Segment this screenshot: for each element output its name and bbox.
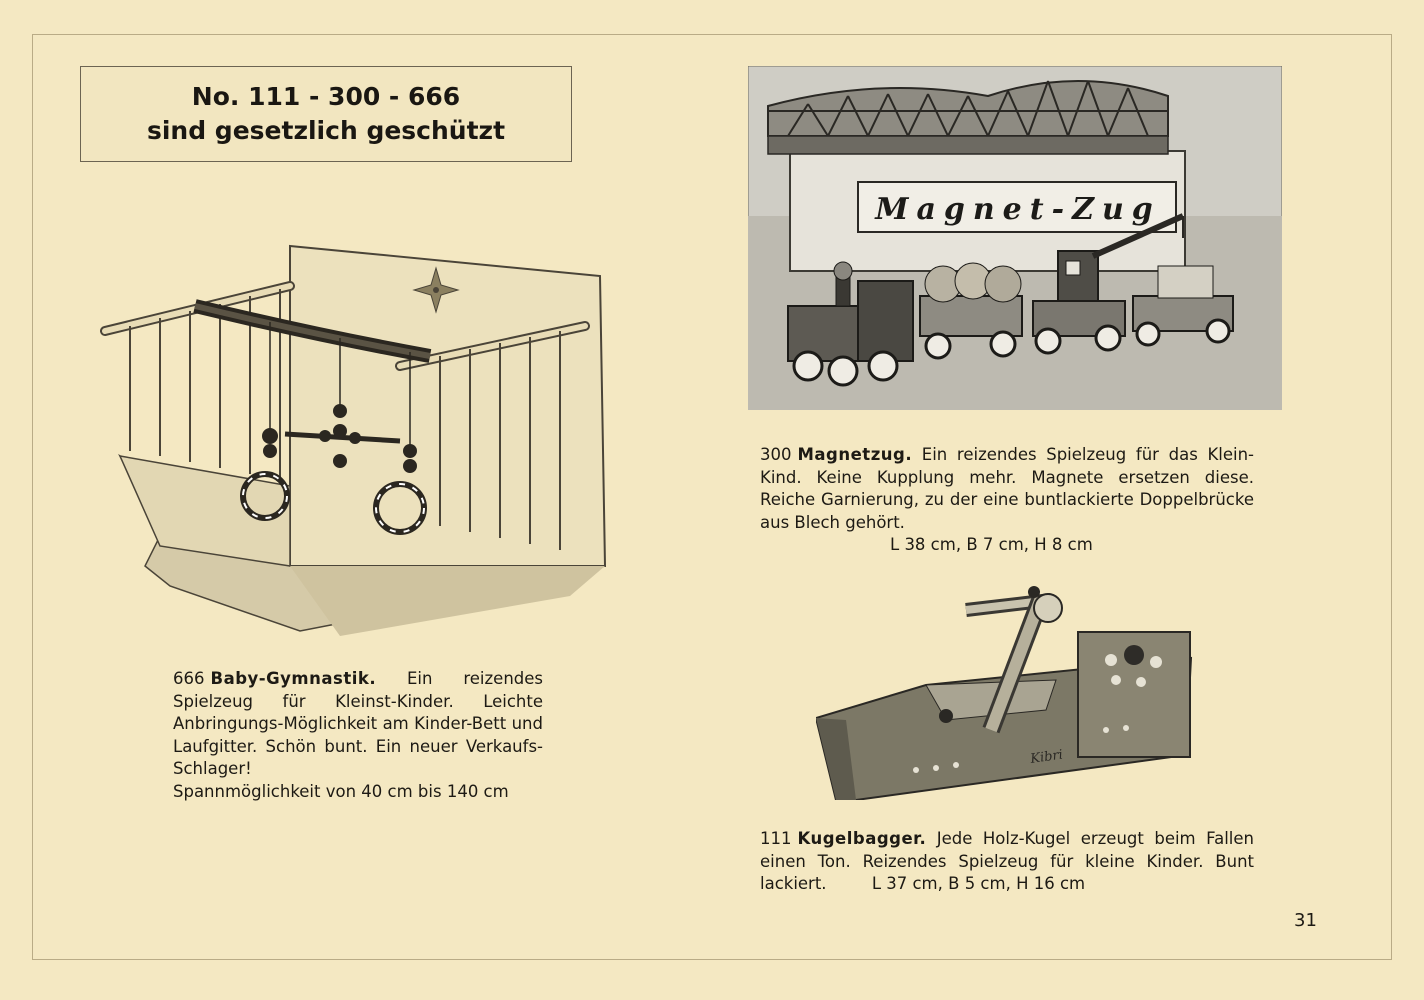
product-111-text — [760, 828, 1254, 896]
product-name: Baby-Gymnastik. — [210, 669, 377, 688]
product-666-text — [173, 668, 543, 803]
product-300-text — [760, 444, 1254, 557]
header-line-2: sind gesetzlich geschützt — [146, 116, 506, 145]
product-name: Kugelbagger. — [797, 829, 927, 848]
baby-gym-illustration — [100, 236, 620, 656]
product-dimensions: Spannmöglichkeit von 40 cm bis 140 cm — [173, 781, 509, 801]
product-dimensions: L 38 cm, B 7 cm, H 8 cm — [890, 535, 1093, 554]
product-description: Jede Holz-Kugel erzeugt beim Fallen einen Ton. Reizendes Spielzeug für kleine Kinder. Bunt lackiert. — [760, 829, 1254, 893]
header-box — [80, 66, 572, 162]
product-number: 111 — [760, 829, 792, 848]
product-description: Ein reizendes Spielzeug für das Klein-Kind. Keine Kupplung mehr. Magnete ersetzen diese. Reiche Garnierung, zu der eine buntlackierte Doppelbrücke aus Blech gehört. — [760, 445, 1254, 532]
header-line-1: No. 111 - 300 - 666 — [191, 82, 461, 111]
magnet-train-photo — [748, 66, 1282, 410]
product-number: 300 — [760, 445, 792, 464]
product-number: 666 — [173, 669, 205, 688]
ball-excavator-photo — [816, 580, 1196, 800]
page-number: 31 — [1294, 910, 1317, 931]
box-label: Magnet-Zug — [875, 192, 1161, 227]
product-dimensions: L 37 cm, B 5 cm, H 16 cm — [871, 874, 1086, 893]
product-description: Ein reizendes Spielzeug für Kleinst-Kinder. Leichte Anbringungs-Möglichkeit am Kinder-Bett und Laufgitter. Schön bunt. Ein neuer Verkaufs-Schlager! — [173, 669, 543, 778]
product-name: Magnetzug. — [797, 445, 913, 464]
brand-mark: Kibri — [1029, 747, 1064, 767]
